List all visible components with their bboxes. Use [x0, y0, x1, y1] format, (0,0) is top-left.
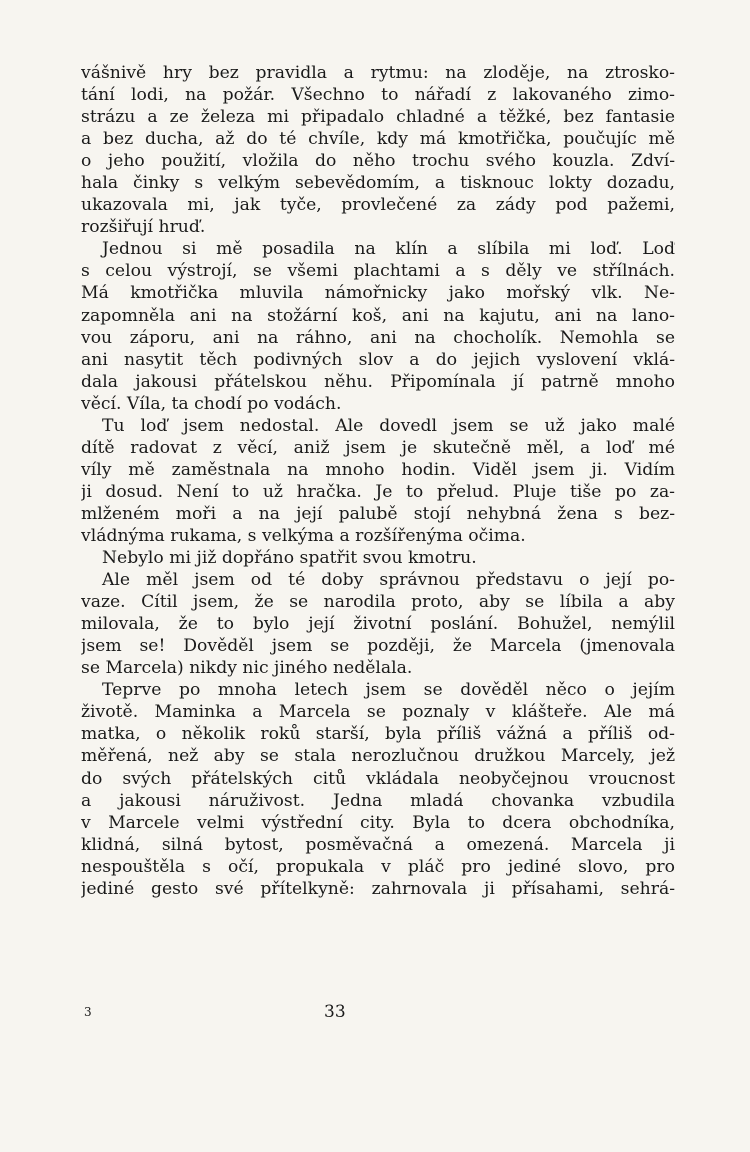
text-line: Nebylo mi již dopřáno spatřit svou kmotru. [102, 548, 477, 569]
text-line: o jeho použití, vložila do něho trochu svého kouzla. Zdví- [81, 151, 675, 172]
text-line: Tu loď jsem nedostal. Ale dovedl jsem se už jako malé [102, 415, 675, 436]
text-line: Ale měl jsem od té doby správnou představu o její po- [102, 570, 675, 591]
text-line: životě. Maminka a Marcela se poznaly v klášteře. Ale má [81, 702, 675, 723]
text-line: hala činky s velkým sebevědomím, a tisknouc lokty dozadu, [81, 173, 675, 194]
text-line: Teprve po mnoha letech jsem se dověděl něco o jejím [102, 680, 675, 701]
text-line: tání lodi, na požár. Všechno to nářadí z lakovaného zimo- [81, 85, 675, 106]
text-line: věcí. Víla, ta chodí po vodách. [81, 393, 342, 414]
text-line: v Marcele velmi výstřední city. Byla to dcera obchodníka, [81, 812, 675, 833]
text-line: ani nasytit těch podivných slov a do jejich vyslovení vklá- [81, 349, 675, 370]
text-line: víly mě zaměstnala na mnoho hodin. Viděl jsem ji. Vidím [81, 459, 675, 480]
text-line: měřená, než aby se stala nerozlučnou družkou Marcely, jež [81, 746, 675, 767]
text-line: klidná, silná bytost, posměvačná a omezená. Marcela ji [81, 834, 675, 855]
text-line: vládnýma rukama, s velkýma a rozšířenýma očima. [81, 525, 526, 546]
text-line: ji dosud. Není to už hračka. Je to přelud. Pluje tiše po za- [81, 481, 675, 502]
text-line: vášnivě hry bez pravidla a rytmu: na zloděje, na ztrosko- [81, 63, 675, 83]
text-line: rozšiřují hruď. [81, 217, 206, 238]
text-line: vou záporu, ani na ráhno, ani na chocholík. Nemohla se [81, 327, 675, 348]
text-line: a bez ducha, až do té chvíle, kdy má kmotřička, poučujíc mě [81, 129, 675, 150]
text-line: a jakousi náruživost. Jedna mladá chovanka vzbudila [81, 790, 675, 811]
body-text [81, 62, 675, 900]
text-line: jsem se! Dověděl jsem se později, že Marcela (jmenovala [81, 636, 675, 657]
text-line: Má kmotřička mluvila námořnicky jako mořský vlk. Ne- [81, 283, 675, 304]
text-line: mlženém moři a na její palubě stojí nehybná žena s bez- [81, 503, 675, 524]
text-line: zapomněla ani na stožární koš, ani na kajutu, ani na lano- [81, 305, 675, 326]
page-footer [0, 1002, 750, 1026]
text-line: dala jakousi přátelskou něhu. Připomínala jí patrně mnoho [81, 371, 675, 392]
text-line: ukazovala mi, jak tyče, provlečené za zády pod pažemi, [81, 195, 675, 216]
text-line: nespouštěla s očí, propukala v pláč pro jediné slovo, pro [81, 856, 675, 877]
text-line: milovala, že to bylo její životní poslání. Bohužel, nemýlil [81, 614, 675, 635]
text-line: Jednou si mě posadila na klín a slíbila mi loď. Loď [102, 239, 675, 260]
text-line: dítě radovat z věcí, aniž jsem je skutečně měl, a loď mé [81, 437, 675, 458]
text-line: do svých přátelských citů vkládala neobyčejnou vroucnost [81, 768, 675, 789]
text-line: matka, o několik roků starší, byla příliš vážná a příliš od- [81, 724, 675, 745]
text-line: se Marcela) nikdy nic jiného nedělala. [81, 658, 413, 679]
text-line: vaze. Cítil jsem, že se narodila proto, aby se líbila a aby [81, 592, 675, 613]
page-number: 33 [324, 1002, 346, 1022]
text-line: strázu a ze železa mi připadalo chladné a těžké, bez fantasie [81, 107, 675, 128]
signature-mark: 3 [84, 1005, 92, 1019]
text-line: jediné gesto své přítelkyně: zahrnovala ji přísahami, sehrá- [81, 878, 675, 899]
text-line: s celou výstrojí, se všemi plachtami a s děly ve střílnách. [81, 261, 675, 282]
